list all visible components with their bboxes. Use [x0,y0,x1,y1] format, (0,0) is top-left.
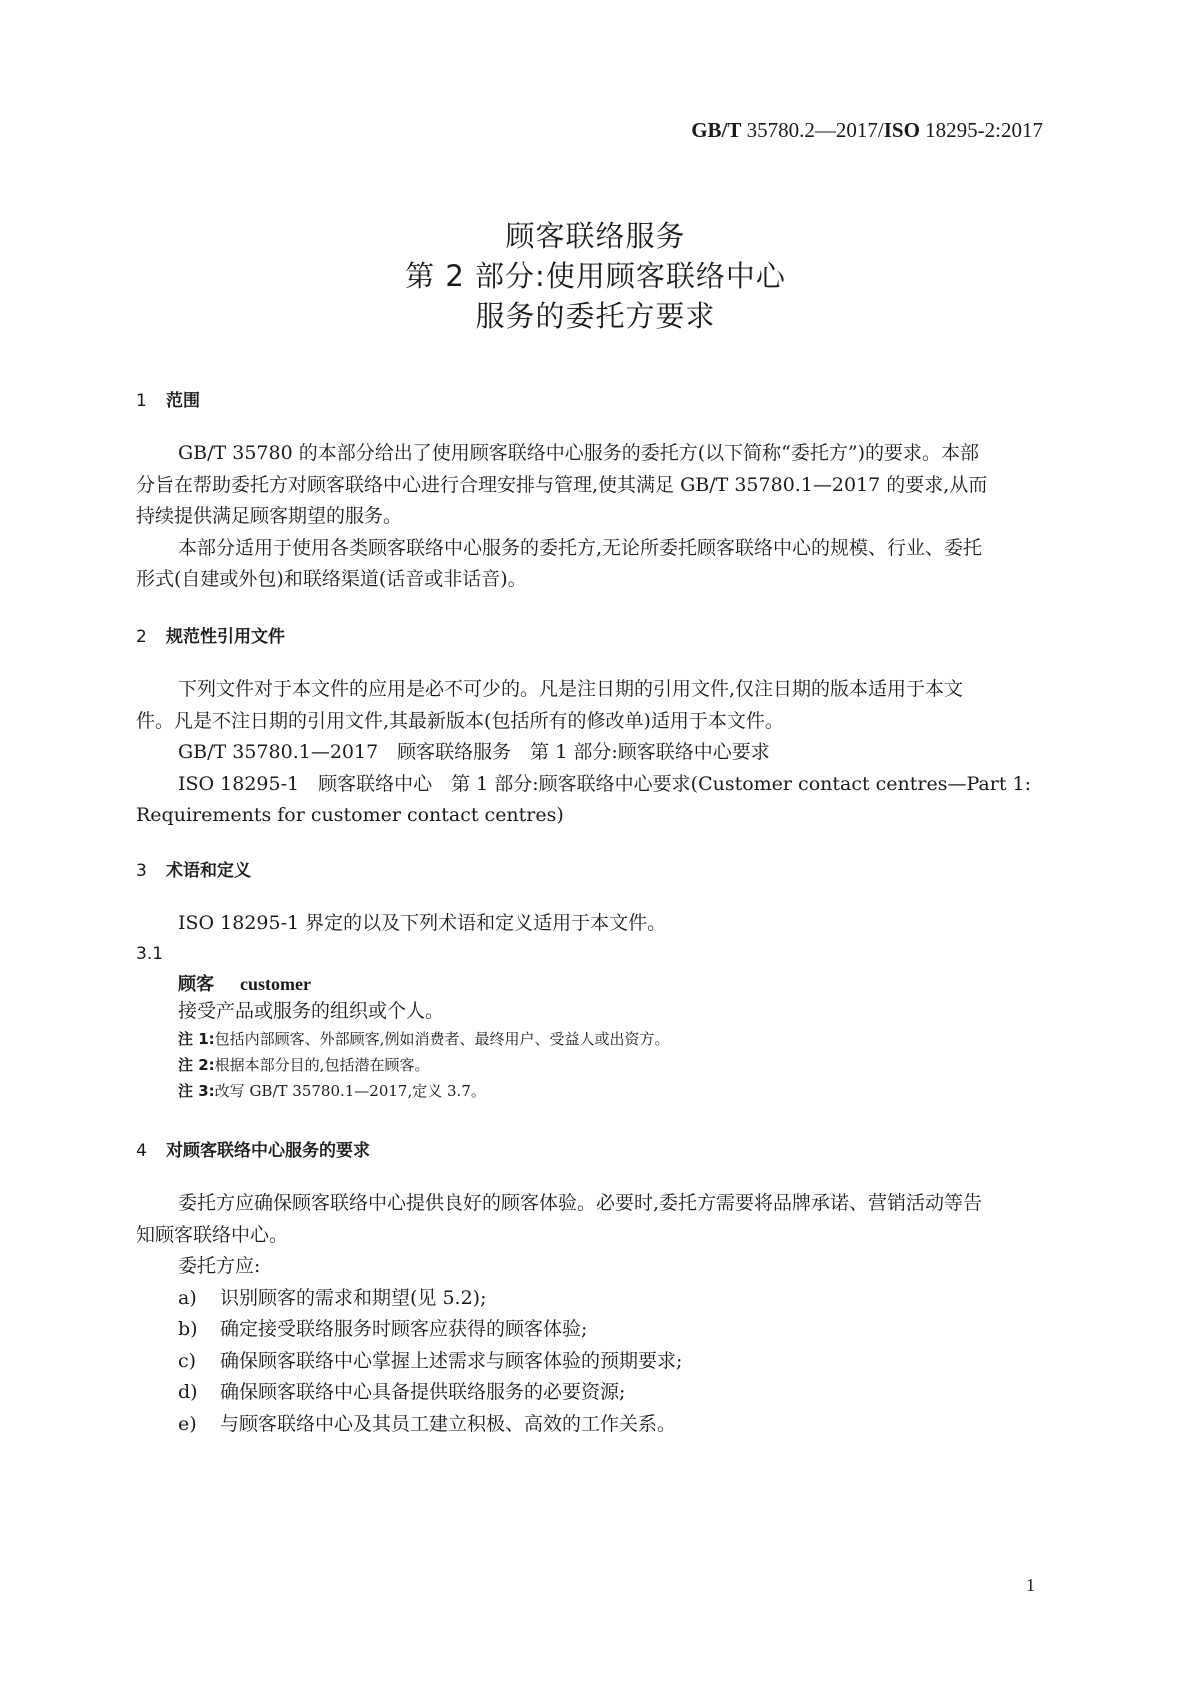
list-item-text: 确保顾客联络中心掌握上述需求与顾客体验的预期要求; [220,1350,683,1372]
section-1-heading [136,386,200,411]
s1-paragraph-2-line-2: 形式(自建或外包)和联络渠道(话音或非话音)。 [136,568,527,590]
title-line-2: 第 2 部分:使用顾客联络中心 [405,259,786,293]
s2-paragraph-1-line-2: 件。凡是不注日期的引用文件,其最新版本(包括所有的修改单)适用于本文件。 [136,710,784,732]
section-4-heading [136,1136,370,1161]
term-english: customer [240,974,311,994]
note-3-text: 改写 GB/T 35780.1—2017,定义 3.7。 [214,1082,486,1100]
term-definition: 接受产品或服务的组织或个人。 [178,1000,445,1022]
list-item-label: c) [178,1350,197,1372]
list-item-text: 与顾客联络中心及其员工建立积极、高效的工作关系。 [220,1413,677,1435]
section-1-title: 范围 [166,391,200,411]
note-1-label: 注 1: [178,1030,215,1048]
s4-paragraph-2: 委托方应: [178,1255,261,1277]
note-1 [178,1028,669,1049]
section-3-number: 3 [136,861,147,881]
s2-reference-1: GB/T 35780.1—2017 顾客联络服务 第 1 部分:顾客联络中心要求 [178,741,770,763]
section-3-heading [136,856,251,881]
list-item [178,1377,1100,1408]
s2-reference-2-line-2: Requirements for customer contact centres) [136,804,564,826]
s1-paragraph-1-line-2: 分旨在帮助委托方对顾客联络中心进行合理安排与管理,使其满足 GB/T 35780.1—2017 的要求,从而 [136,474,988,496]
list-item-label: e) [178,1413,197,1435]
standard-number [691,118,1043,143]
s4-paragraph-1-line-2: 知顾客联络中心。 [136,1224,289,1246]
term-entry [178,970,311,996]
list-item-label: a) [178,1287,197,1309]
list-item [178,1409,1100,1440]
section-2-title: 规范性引用文件 [166,627,285,647]
s2-paragraph-1-line-1: 下列文件对于本文件的应用是必不可少的。凡是注日期的引用文件,仅注日期的版本适用于本文 [178,678,964,700]
section-4-title: 对顾客联络中心服务的要求 [166,1141,370,1161]
list-item-label: d) [178,1381,198,1403]
note-2 [178,1054,429,1075]
note-1-text: 包括内部顾客、外部顾客,例如消费者、最终用户、受益人或出资方。 [214,1030,670,1048]
list-item-text: 识别顾客的需求和期望(见 5.2); [220,1287,487,1309]
std-number-gbt: 35780.2—2017/ [746,118,884,142]
list-item [178,1283,1100,1314]
title-line-1: 顾客联络服务 [505,219,686,253]
list-item [178,1314,1100,1345]
term-chinese: 顾客 [178,974,214,995]
page-number: 1 [1026,1575,1035,1595]
s3-paragraph-1: ISO 18295-1 界定的以及下列术语和定义适用于本文件。 [178,912,667,934]
term-number: 3.1 [136,944,164,964]
section-3-title: 术语和定义 [166,861,251,881]
note-2-label: 注 2: [178,1056,215,1074]
note-2-text: 根据本部分目的,包括潜在顾客。 [214,1056,430,1074]
section-1-number: 1 [136,391,147,411]
title-line-3: 服务的委托方要求 [475,299,716,333]
list-item-text: 确保顾客联络中心具备提供联络服务的必要资源; [220,1381,626,1403]
std-number-iso: 18295-2:2017 [925,118,1043,142]
s4-paragraph-1-line-1: 委托方应确保顾客联络中心提供良好的顾客体验。必要时,委托方需要将品牌承诺、营销活动等告 [178,1192,983,1214]
list-item-text: 确定接受联络服务时顾客应获得的顾客体验; [220,1318,588,1340]
s1-paragraph-1-line-1: GB/T 35780 的本部分给出了使用顾客联络中心服务的委托方(以下简称“委托方”)的要求。本部 [178,442,979,464]
section-4-number: 4 [136,1141,147,1161]
std-code-iso: ISO [883,118,920,142]
s1-paragraph-2-line-1: 本部分适用于使用各类顾客联络中心服务的委托方,无论所委托顾客联络中心的规模、行业、委托 [178,537,983,559]
list-item [178,1346,1100,1377]
note-3 [178,1080,486,1101]
note-3-label: 注 3: [178,1082,215,1100]
section-2-number: 2 [136,627,147,647]
std-code-gbt: GB/T [691,118,742,142]
list-item-label: b) [178,1318,198,1340]
s2-reference-2-line-1: ISO 18295-1 顾客联络中心 第 1 部分:顾客联络中心要求(Customer contact centres—Part 1: [178,773,1031,795]
section-2-heading [136,622,285,647]
s1-paragraph-1-line-3: 持续提供满足顾客期望的服务。 [136,505,403,527]
